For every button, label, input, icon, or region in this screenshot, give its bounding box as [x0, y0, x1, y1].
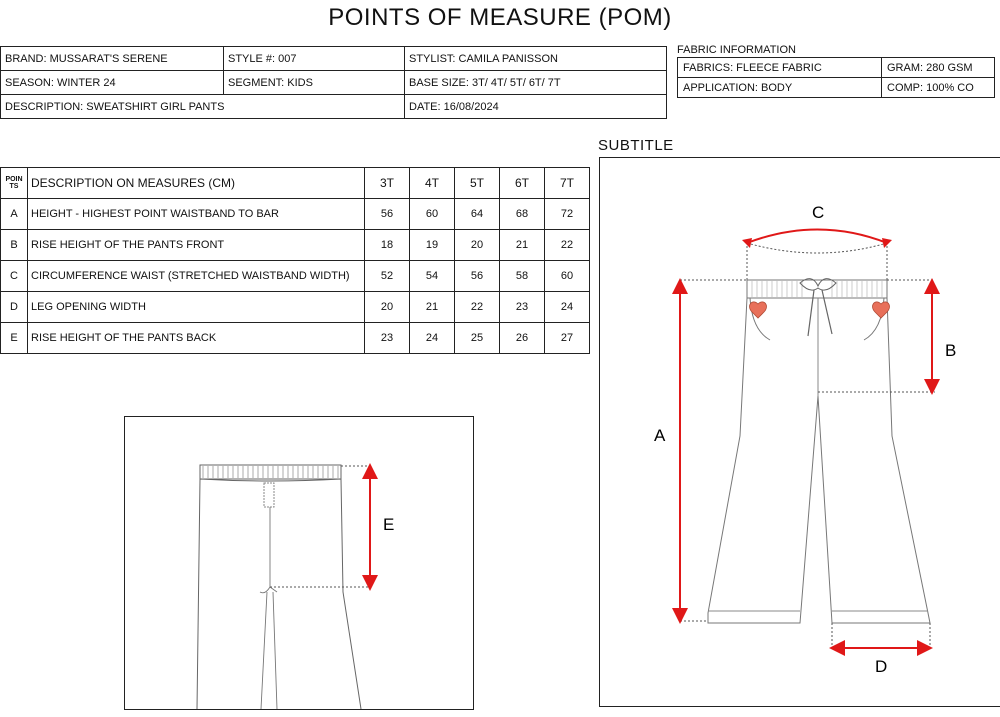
measure-value: 18: [365, 230, 410, 261]
table-row: [1, 199, 590, 230]
measure-description: RISE HEIGHT OF THE PANTS FRONT: [28, 230, 365, 261]
measure-value: 58: [500, 261, 545, 292]
measure-value: 54: [410, 261, 455, 292]
measure-value: 60: [545, 261, 590, 292]
measure-description: RISE HEIGHT OF THE PANTS BACK: [28, 323, 365, 354]
stylist-cell: STYLIST: CAMILA PANISSON: [405, 47, 667, 71]
measure-description: HEIGHT - HIGHEST POINT WAISTBAND TO BAR: [28, 199, 365, 230]
measure-value: 20: [365, 292, 410, 323]
page-title: POINTS OF MEASURE (POM): [328, 4, 672, 31]
point-letter: E: [1, 323, 28, 354]
measure-value: 21: [500, 230, 545, 261]
spec-info-table: [0, 46, 667, 119]
measure-description: CIRCUMFERENCE WAIST (STRETCHED WAISTBAND WIDTH): [28, 261, 365, 292]
label-d: D: [875, 657, 888, 676]
measure-value: 19: [410, 230, 455, 261]
front-view-sketch: [600, 158, 1000, 706]
label-e: E: [383, 515, 395, 534]
measure-line-c: [747, 230, 887, 244]
front-body-outline: [708, 298, 930, 623]
measure-value: 23: [365, 323, 410, 354]
size-header: 3T: [365, 168, 410, 199]
size-header: 4T: [410, 168, 455, 199]
heart-icon: [750, 302, 767, 318]
fabric-info-table: [677, 57, 995, 98]
point-letter: C: [1, 261, 28, 292]
label-a: A: [654, 426, 666, 445]
comp-cell: COMP: 100% CO: [882, 78, 995, 98]
date-cell: DATE: 16/08/2024: [405, 95, 667, 119]
subtitle: SUBTITLE: [598, 137, 674, 154]
measure-value: 26: [500, 323, 545, 354]
measure-value: 27: [545, 323, 590, 354]
application-cell: APPLICATION: BODY: [678, 78, 882, 98]
heart-icon: [873, 302, 890, 318]
front-view-panel: [599, 157, 1000, 707]
measure-value: 23: [500, 292, 545, 323]
pom-table: [0, 167, 590, 354]
label-c: C: [812, 203, 825, 222]
description-cell: DESCRIPTION: SWEATSHIRT GIRL PANTS: [1, 95, 405, 119]
table-row: [1, 230, 590, 261]
measure-value: 72: [545, 199, 590, 230]
season-cell: SEASON: WINTER 24: [1, 71, 224, 95]
back-center-seam: [260, 507, 277, 709]
measure-value: 56: [365, 199, 410, 230]
fabrics-cell: FABRICS: FLEECE FABRIC: [678, 58, 882, 78]
segment-cell: SEGMENT: KIDS: [224, 71, 405, 95]
base-size-cell: BASE SIZE: 3T/ 4T/ 5T/ 6T/ 7T: [405, 71, 667, 95]
style-cell: STYLE #: 007: [224, 47, 405, 71]
gram-cell: GRAM: 280 GSM: [882, 58, 995, 78]
measure-value: 56: [455, 261, 500, 292]
size-header: 7T: [545, 168, 590, 199]
back-view-panel: [124, 416, 474, 710]
point-letter: B: [1, 230, 28, 261]
measure-description: LEG OPENING WIDTH: [28, 292, 365, 323]
size-header: 6T: [500, 168, 545, 199]
measure-value: 24: [545, 292, 590, 323]
point-letter: A: [1, 199, 28, 230]
points-header-line-2: TS: [9, 183, 19, 190]
drawstring-tails: [808, 290, 832, 336]
measure-value: 22: [545, 230, 590, 261]
label-b: B: [945, 341, 957, 360]
back-body-outline: [197, 479, 361, 709]
back-view-sketch: [125, 417, 473, 709]
measure-value: 64: [455, 199, 500, 230]
table-row: [1, 323, 590, 354]
waist-ellipse-back: [747, 243, 887, 253]
fabric-info-heading: FABRIC INFORMATION: [677, 44, 796, 56]
measure-arrows-c: [742, 238, 892, 248]
measure-value: 25: [455, 323, 500, 354]
points-header-line-1: POIN: [5, 176, 23, 183]
measure-value: 24: [410, 323, 455, 354]
measure-value: 22: [455, 292, 500, 323]
brand-cell: BRAND: MUSSARAT'S SERENE: [1, 47, 224, 71]
size-header: 5T: [455, 168, 500, 199]
table-row: [1, 261, 590, 292]
measure-value: 52: [365, 261, 410, 292]
points-header: [1, 168, 28, 199]
waistband-ribbing: [203, 466, 338, 478]
back-label-tag: [264, 483, 274, 507]
description-header: DESCRIPTION ON MEASURES (CM): [28, 168, 365, 199]
point-letter: D: [1, 292, 28, 323]
measure-value: 68: [500, 199, 545, 230]
table-row: [1, 292, 590, 323]
measure-value: 21: [410, 292, 455, 323]
measure-value: 20: [455, 230, 500, 261]
measure-value: 60: [410, 199, 455, 230]
waistband: [200, 465, 341, 479]
